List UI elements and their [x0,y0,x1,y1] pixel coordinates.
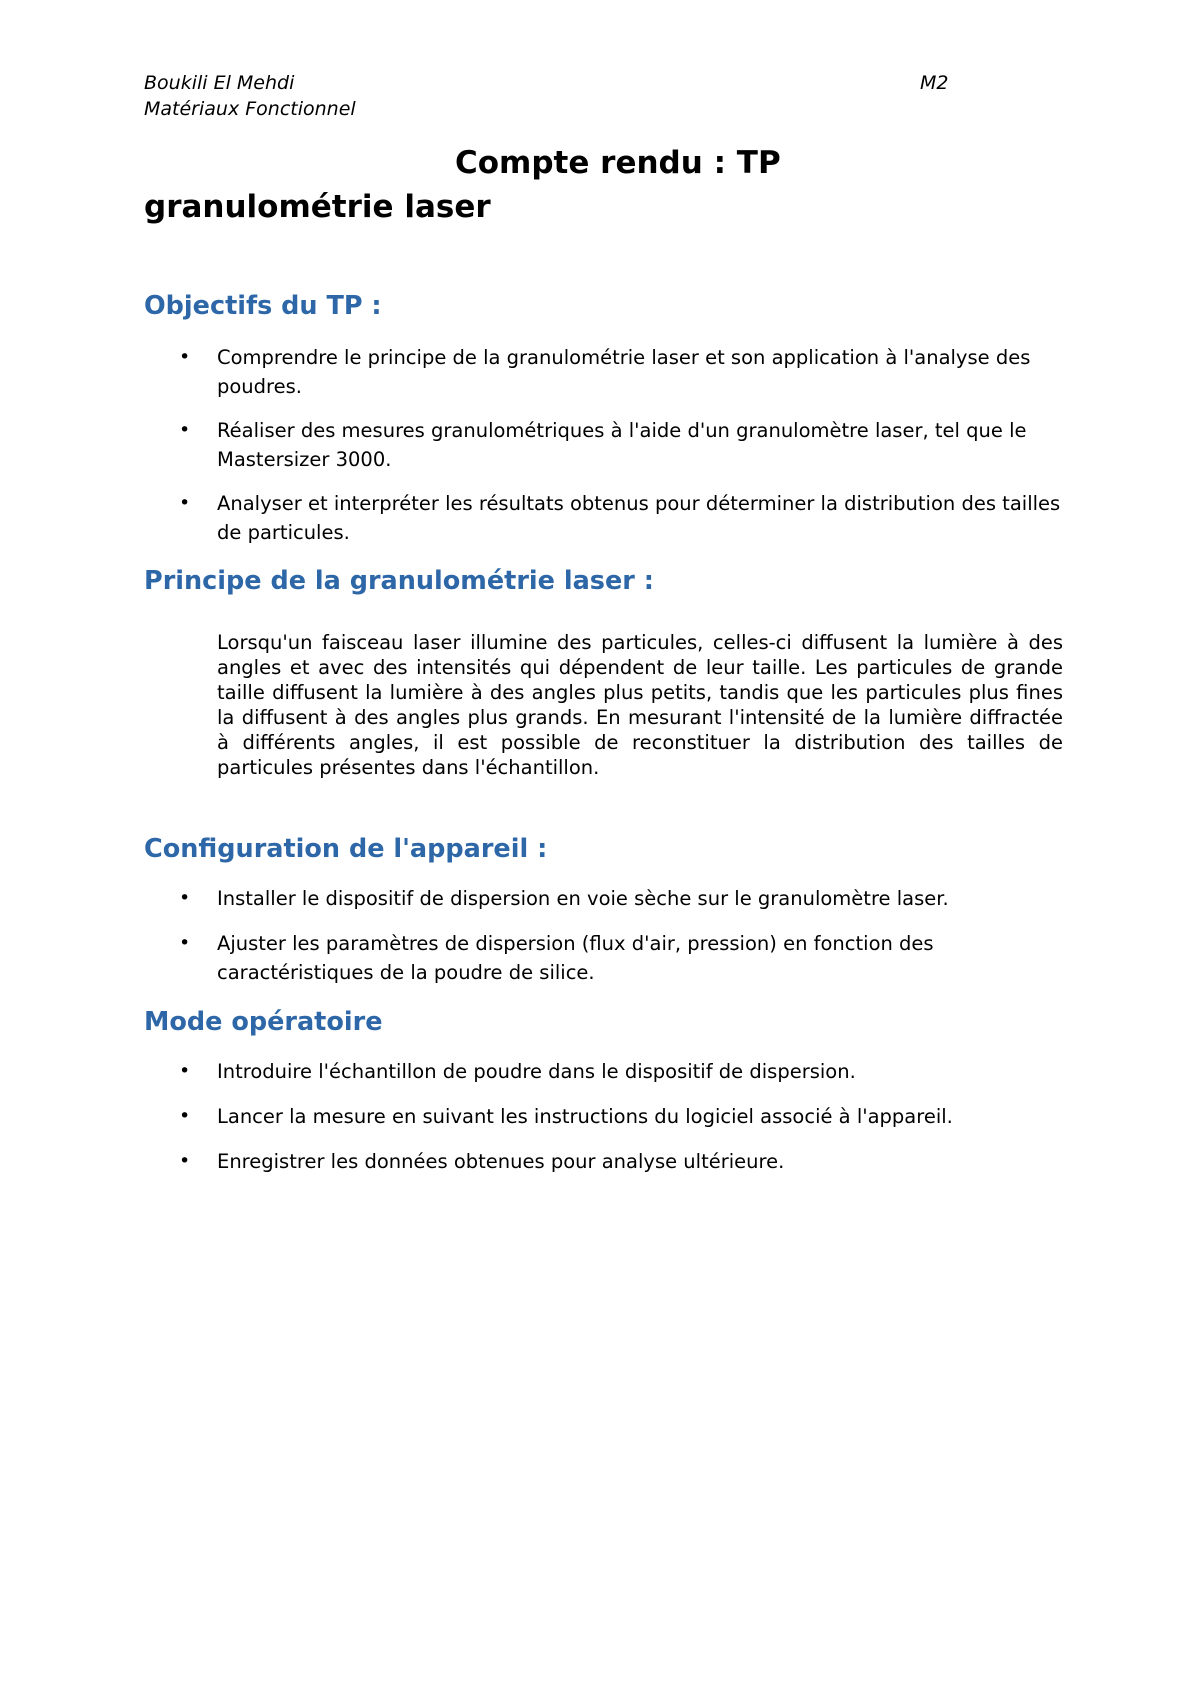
bullet-icon: • [179,1060,191,1082]
heading-configuration: Configuration de l'appareil : [144,834,548,864]
list-item-text: Introduire l'échantillon de poudre dans le dispositif de dispersion. [217,1060,856,1083]
heading-principe: Principe de la granulométrie laser : [144,566,654,596]
bullet-icon: • [179,1105,191,1127]
level-label: M2 [920,72,949,94]
course-name: Matériaux Fonctionnel [144,98,356,120]
list-item [0,343,1067,401]
header-left [144,70,356,122]
document-title [144,141,1144,229]
heading-objectifs: Objectifs du TP : [144,291,382,321]
list-item [0,884,1067,913]
heading-mode-operatoire: Mode opératoire [144,1007,383,1037]
list-item-text: Installer le dispositif de dispersion en voie sèche sur le granulomètre laser. [217,887,949,910]
title-line-1: Compte rendu : TP [455,145,781,181]
author-name: Boukili El Mehdi [144,72,295,94]
list-item-text: Analyser et interpréter les résultats obtenus pour déterminer la distribution des tailles de particules. [217,492,1061,544]
objectifs-list [0,343,1067,547]
list-item-text: Enregistrer les données obtenues pour analyse ultérieure. [217,1150,785,1173]
configuration-list [0,884,1067,987]
list-item-text: Comprendre le principe de la granulométrie laser et son application à l'analyse des poudres. [217,346,1031,398]
bullet-icon: • [179,887,191,909]
list-item-text: Lancer la mesure en suivant les instructions du logiciel associé à l'appareil. [217,1105,953,1128]
list-item [0,1102,1067,1131]
bullet-icon: • [179,346,191,368]
list-item [0,1057,1067,1086]
list-item [0,489,1067,547]
list-item [0,416,1067,474]
list-item-text: Ajuster les paramètres de dispersion (flux d'air, pression) en fonction des caractéristiques de la poudre de silice. [217,932,934,984]
mode-list [0,1057,1067,1176]
list-item [0,1147,1067,1176]
list-item-text: Réaliser des mesures granulométriques à l'aide d'un granulomètre laser, tel que le Mastersizer 3000. [217,419,1027,471]
bullet-icon: • [179,419,191,441]
list-item [0,929,1067,987]
bullet-icon: • [179,492,191,514]
principe-paragraph: Lorsqu'un faisceau laser illumine des particules, celles-ci diffusent la lumière à des angles et avec des intensités qui dépendent de leur taille. Les particules de grande taille diffusent la lumière à des angles plus petits, tandis que les particules plus fines la diffusent à des angles plus grands. En mesurant l'intensité de la lumière diffractée à différents angles, il est possible de reconstituer la distribution des tailles de particules présentes dans l'échantillon. [217,631,1063,779]
title-line-2: granulométrie laser [144,189,491,225]
bullet-icon: • [179,1150,191,1172]
bullet-icon: • [179,932,191,954]
